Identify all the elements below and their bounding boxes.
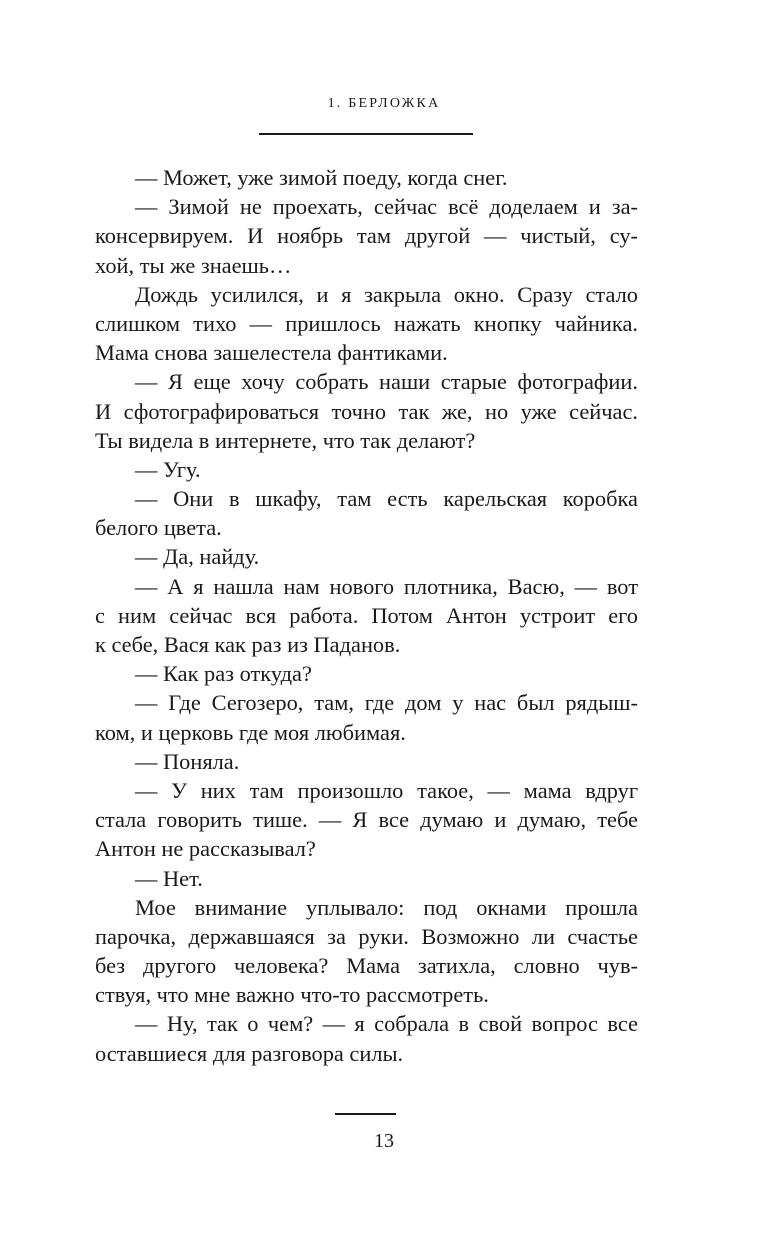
text-line: — Может, уже зимой поеду, когда снег. xyxy=(135,165,508,190)
text-line: И сфотографироваться точно так же, но уже сейчас. xyxy=(95,398,638,424)
text-line: Мое внимание уплывало: под окнами прошла xyxy=(135,894,638,920)
text-line: белого цвета. xyxy=(95,515,222,541)
text-line: хой, ты же знаешь… xyxy=(95,252,292,278)
text-line: — Угу. xyxy=(135,456,201,482)
text-line: парочка, державшаяся за руки. Возможно ли счастье xyxy=(95,923,638,949)
text-line: Антон не рассказывал? xyxy=(95,836,316,862)
body-text xyxy=(95,163,638,1068)
text-line: — Я еще хочу собрать наши старые фотографии. xyxy=(135,369,638,395)
text-line: — Они в шкафу, там есть карельская коробка xyxy=(135,486,638,512)
footer-rule xyxy=(335,1113,396,1115)
running-head: 1. БЕРЛОЖКА xyxy=(327,96,441,111)
text-line: — Как раз откуда? xyxy=(135,661,312,687)
text-line: — Где Сегозеро, там, где дом у нас был рядыш- xyxy=(135,690,638,716)
text-line: — Поняла. xyxy=(135,748,240,774)
page-number: 13 xyxy=(374,1130,394,1152)
text-line: слишком тихо — пришлось нажать кнопку чайника. xyxy=(95,310,638,336)
text-line: Ты видела в интернете, что так делают? xyxy=(95,427,476,453)
text-line: Дождь усилился, и я закрыла окно. Сразу стало xyxy=(135,281,638,307)
text-line: — А я нашла нам нового плотника, Васю, — вот xyxy=(135,573,638,599)
text-line: — У них там произошло такое, — мама вдруг xyxy=(135,777,638,803)
text-line: оставшиеся для разговора силы. xyxy=(95,1040,404,1066)
text-line: без другого человека? Мама затихла, словно чув- xyxy=(95,953,638,979)
text-line: — Нет. xyxy=(135,865,203,891)
text-line: консервируем. И ноябрь там другой — чистый, су- xyxy=(95,223,638,249)
text-line: с ним сейчас вся работа. Потом Антон устроит его xyxy=(95,602,638,628)
text-line: — Зимой не проехать, сейчас всё доделаем и за- xyxy=(135,194,638,220)
text-line: Мама снова зашелестела фантиками. xyxy=(95,340,448,366)
header-rule xyxy=(259,133,473,135)
text-line: ствуя, что мне важно что-то рассмотреть. xyxy=(95,982,489,1008)
text-line: к себе, Вася как раз из Паданов. xyxy=(95,632,401,657)
text-line: стала говорить тише. — Я все думаю и думаю, тебе xyxy=(95,807,638,833)
text-line: ком, и церковь где моя любимая. xyxy=(95,719,406,745)
text-line: — Да, найду. xyxy=(135,544,260,570)
text-line: — Ну, так о чем? — я собрала в свой вопрос все xyxy=(135,1011,638,1037)
